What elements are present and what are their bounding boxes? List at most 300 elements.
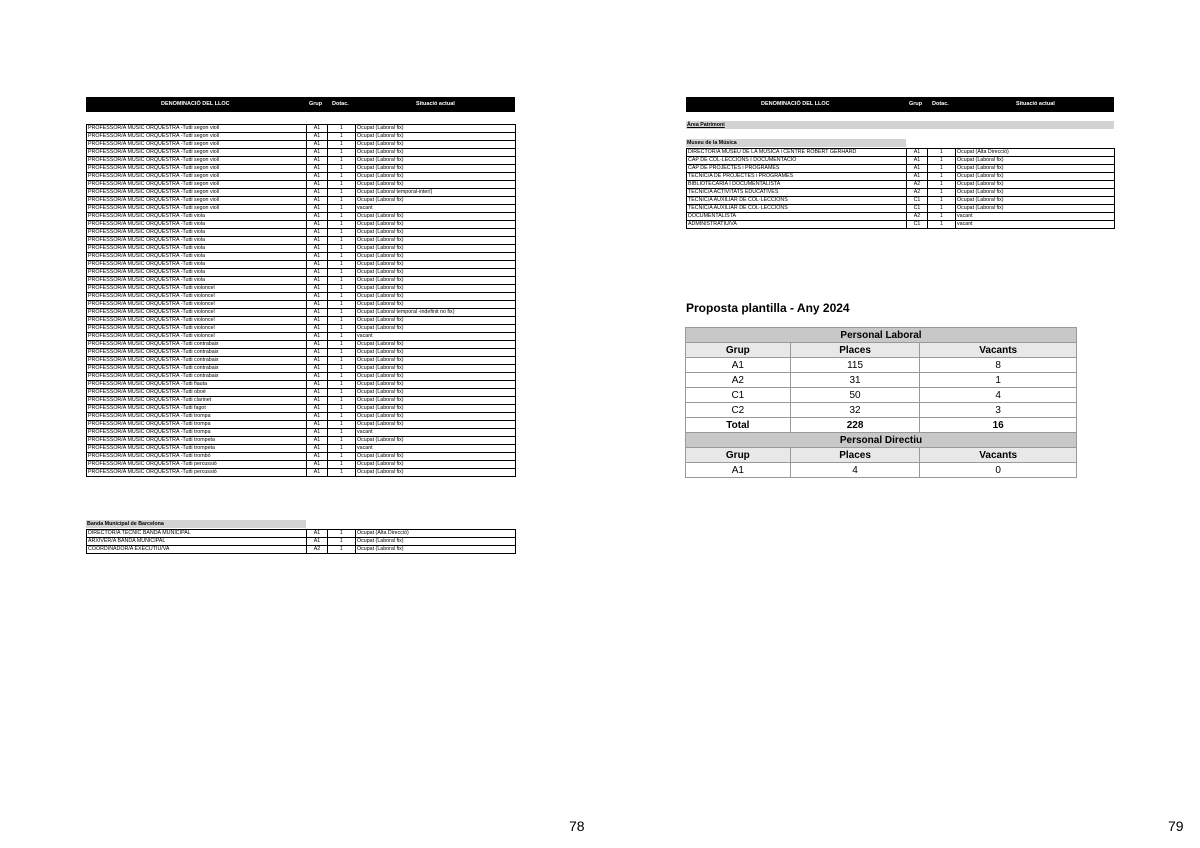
cell-situacio: Ocupat (Laboral fix) bbox=[356, 253, 516, 261]
cell-grup: A1 bbox=[307, 309, 328, 317]
cell-dotac: 1 bbox=[328, 349, 356, 357]
cell-grup: A1 bbox=[307, 213, 328, 221]
cell-situacio: Ocupat (Laboral fix) bbox=[356, 373, 516, 381]
cell-situacio: Ocupat (Laboral fix) bbox=[356, 133, 516, 141]
banda-section-title: Banda Municipal de Barcelona bbox=[86, 520, 306, 528]
cell-grup: A1 bbox=[307, 538, 328, 546]
table-row bbox=[87, 530, 516, 538]
cell-denominacio: PROFESSOR/A MÚSIC ORQUESTRA -Tutti viola bbox=[87, 237, 307, 245]
cell-grup: A2 bbox=[907, 189, 928, 197]
cell-dotac: 1 bbox=[328, 125, 356, 133]
cell-dotac: 1 bbox=[328, 141, 356, 149]
cell-denominacio: PROFESSOR/A MÚSIC ORQUESTRA -Tutti segon violí bbox=[87, 173, 307, 181]
cell-denominacio: PROFESSOR/A MÚSIC ORQUESTRA -Tutti viola bbox=[87, 229, 307, 237]
cell-situacio: Ocupat (Laboral fix) bbox=[356, 389, 516, 397]
cell-grup: A1 bbox=[307, 453, 328, 461]
cell-grup: A1 bbox=[307, 429, 328, 437]
cell-grup: A1 bbox=[307, 141, 328, 149]
summary-places: 32 bbox=[790, 403, 920, 418]
table-row bbox=[87, 141, 516, 149]
cell-situacio: Ocupat (Alta Direcció) bbox=[956, 149, 1115, 157]
cell-situacio: Ocupat (Laboral fix) bbox=[956, 173, 1115, 181]
cell-denominacio: PROFESSOR/A MÚSIC ORQUESTRA -Tutti viola bbox=[87, 245, 307, 253]
cell-grup: A1 bbox=[307, 285, 328, 293]
cell-denominacio: PROFESSOR/A MÚSIC ORQUESTRA -Tutti flauta bbox=[87, 381, 307, 389]
table-row bbox=[687, 205, 1115, 213]
summary-places: 4 bbox=[790, 463, 920, 478]
cell-grup: A1 bbox=[307, 389, 328, 397]
table-row bbox=[87, 341, 516, 349]
cell-denominacio: PROFESSOR/A MÚSIC ORQUESTRA -Tutti violoncel bbox=[87, 325, 307, 333]
table-row bbox=[87, 165, 516, 173]
cell-dotac: 1 bbox=[328, 405, 356, 413]
cell-dotac: 1 bbox=[328, 421, 356, 429]
cell-grup: A1 bbox=[907, 157, 928, 165]
cell-denominacio: PROFESSOR/A MÚSIC ORQUESTRA -Tutti violoncel bbox=[87, 293, 307, 301]
cell-grup: C1 bbox=[907, 221, 928, 229]
table-row bbox=[87, 357, 516, 365]
cell-denominacio: PROFESSOR/A MÚSIC ORQUESTRA -Tutti violoncel bbox=[87, 301, 307, 309]
table-row bbox=[87, 197, 516, 205]
table-row bbox=[87, 421, 516, 429]
cell-denominacio: PROFESSOR/A MÚSIC ORQUESTRA -Tutti viola bbox=[87, 213, 307, 221]
cell-dotac: 1 bbox=[328, 309, 356, 317]
header-grup: Grup bbox=[909, 101, 923, 107]
cell-dotac: 1 bbox=[928, 189, 956, 197]
cell-dotac: 1 bbox=[328, 229, 356, 237]
cell-situacio: Ocupat (Laboral fix) bbox=[356, 421, 516, 429]
cell-situacio: vacant bbox=[356, 205, 516, 213]
cell-dotac: 1 bbox=[328, 429, 356, 437]
cell-grup: A1 bbox=[307, 317, 328, 325]
cell-dotac: 1 bbox=[328, 197, 356, 205]
cell-grup: A1 bbox=[307, 445, 328, 453]
cell-denominacio: PROFESSOR/A MÚSIC ORQUESTRA -Tutti trompa bbox=[87, 413, 307, 421]
cell-denominacio: PROFESSOR/A MÚSIC ORQUESTRA -Tutti contrabaix bbox=[87, 357, 307, 365]
cell-grup: A1 bbox=[307, 341, 328, 349]
cell-situacio: Ocupat (Laboral fix) bbox=[356, 229, 516, 237]
orquestra-table bbox=[86, 124, 516, 477]
laboral-row bbox=[686, 388, 1077, 403]
banda-table bbox=[86, 529, 516, 554]
cell-grup: A1 bbox=[307, 181, 328, 189]
summary-places: 31 bbox=[790, 373, 920, 388]
cell-dotac: 1 bbox=[328, 157, 356, 165]
cell-situacio: Ocupat (Laboral temporal-interí) bbox=[356, 189, 516, 197]
table-row bbox=[87, 253, 516, 261]
cell-denominacio: PROFESSOR/A MÚSIC ORQUESTRA -Tutti segon violí bbox=[87, 141, 307, 149]
cell-situacio: Ocupat (Laboral fix) bbox=[356, 197, 516, 205]
cell-denominacio: PROFESSOR/A MÚSIC ORQUESTRA -Tutti segon violí bbox=[87, 189, 307, 197]
cell-denominacio: PROFESSOR/A MÚSIC ORQUESTRA -Tutti violoncel bbox=[87, 285, 307, 293]
cell-situacio: Ocupat (Laboral fix) bbox=[356, 125, 516, 133]
page-number-right: 79 bbox=[1168, 818, 1184, 834]
cell-grup: A1 bbox=[307, 381, 328, 389]
cell-situacio: Ocupat (Laboral fix) bbox=[356, 546, 516, 554]
cell-situacio: Ocupat (Laboral fix) bbox=[356, 317, 516, 325]
table-row bbox=[87, 381, 516, 389]
cell-dotac: 1 bbox=[328, 205, 356, 213]
cell-grup: A1 bbox=[307, 301, 328, 309]
cell-grup: A1 bbox=[307, 189, 328, 197]
cell-grup: A1 bbox=[307, 229, 328, 237]
laboral-band: Personal Laboral bbox=[686, 328, 1077, 343]
table-row bbox=[87, 229, 516, 237]
cell-situacio: Ocupat (Laboral fix) bbox=[356, 173, 516, 181]
summary-table bbox=[685, 327, 1077, 478]
cell-situacio: Ocupat (Laboral fix) bbox=[356, 261, 516, 269]
cell-denominacio: PROFESSOR/A MÚSIC ORQUESTRA -Tutti segon violí bbox=[87, 165, 307, 173]
table-row bbox=[87, 213, 516, 221]
table-row bbox=[87, 285, 516, 293]
cell-situacio: Ocupat (Laboral fix) bbox=[356, 301, 516, 309]
table-row bbox=[87, 389, 516, 397]
table-row bbox=[687, 221, 1115, 229]
table-row bbox=[87, 429, 516, 437]
cell-dotac: 1 bbox=[328, 293, 356, 301]
cell-grup: A1 bbox=[307, 469, 328, 477]
page-number-left: 78 bbox=[569, 818, 585, 834]
cell-grup: A1 bbox=[907, 165, 928, 173]
table-row bbox=[87, 317, 516, 325]
cell-grup: A1 bbox=[307, 197, 328, 205]
cell-dotac: 1 bbox=[928, 157, 956, 165]
proposal-title: Proposta plantilla - Any 2024 bbox=[686, 301, 850, 315]
cell-situacio: vacant bbox=[356, 429, 516, 437]
right-table-header bbox=[686, 97, 1114, 112]
table-row bbox=[87, 437, 516, 445]
cell-dotac: 1 bbox=[328, 341, 356, 349]
cell-dotac: 1 bbox=[928, 197, 956, 205]
cell-dotac: 1 bbox=[928, 173, 956, 181]
museu-table bbox=[686, 148, 1115, 229]
table-row bbox=[87, 173, 516, 181]
cell-denominacio: PROFESSOR/A MÚSIC ORQUESTRA -Tutti percussió bbox=[87, 469, 307, 477]
header-dotac: Dotac. bbox=[332, 101, 349, 107]
cell-situacio: Ocupat (Laboral fix) bbox=[356, 461, 516, 469]
cell-situacio: Ocupat (Laboral fix) bbox=[356, 269, 516, 277]
table-row bbox=[87, 221, 516, 229]
cell-dotac: 1 bbox=[328, 461, 356, 469]
col-places: Places bbox=[790, 343, 920, 358]
cell-grup: A1 bbox=[307, 365, 328, 373]
table-row bbox=[687, 165, 1115, 173]
table-row bbox=[87, 469, 516, 477]
table-row bbox=[87, 325, 516, 333]
table-row bbox=[87, 445, 516, 453]
cell-situacio: Ocupat (Laboral fix) bbox=[356, 245, 516, 253]
cell-grup: C1 bbox=[907, 197, 928, 205]
table-row bbox=[87, 413, 516, 421]
cell-situacio: Ocupat (Laboral fix) bbox=[356, 237, 516, 245]
cell-situacio: Ocupat (Laboral fix) bbox=[956, 181, 1115, 189]
header-denominacio: DENOMINACIÓ DEL LLOC bbox=[761, 101, 830, 107]
summary-vacants: 4 bbox=[920, 388, 1077, 403]
col-grup: Grup bbox=[686, 448, 791, 463]
cell-situacio: Ocupat (Laboral fix) bbox=[356, 181, 516, 189]
table-row bbox=[687, 197, 1115, 205]
total-vacants: 16 bbox=[920, 418, 1077, 433]
cell-dotac: 1 bbox=[328, 317, 356, 325]
cell-grup: A1 bbox=[307, 149, 328, 157]
laboral-row bbox=[686, 358, 1077, 373]
cell-grup: A1 bbox=[307, 349, 328, 357]
cell-denominacio: PROFESSOR/A MÚSIC ORQUESTRA -Tutti clarinet bbox=[87, 397, 307, 405]
table-row bbox=[87, 157, 516, 165]
cell-dotac: 1 bbox=[928, 213, 956, 221]
cell-situacio: Ocupat (Laboral fix) bbox=[356, 141, 516, 149]
cell-grup: A1 bbox=[307, 397, 328, 405]
cell-dotac: 1 bbox=[328, 546, 356, 554]
cell-situacio: Ocupat (Alta Direcció) bbox=[356, 530, 516, 538]
cell-dotac: 1 bbox=[928, 165, 956, 173]
cell-denominacio: PROFESSOR/A MÚSIC ORQUESTRA -Tutti viola bbox=[87, 269, 307, 277]
table-row bbox=[87, 546, 516, 554]
cell-grup: A1 bbox=[307, 293, 328, 301]
cell-situacio: Ocupat (Laboral fix) bbox=[356, 341, 516, 349]
table-row bbox=[87, 133, 516, 141]
cell-situacio: Ocupat (Laboral fix) bbox=[356, 221, 516, 229]
cell-denominacio: PROFESSOR/A MÚSIC ORQUESTRA -Tutti viola bbox=[87, 261, 307, 269]
cell-situacio: Ocupat (Laboral fix) bbox=[956, 205, 1115, 213]
cell-denominacio: DIRECTOR/A MUSEU DE LA MÚSICA i CENTRE ROBERT GERHARD bbox=[687, 149, 907, 157]
cell-grup: A2 bbox=[307, 546, 328, 554]
cell-situacio: Ocupat (Laboral fix) bbox=[356, 357, 516, 365]
cell-grup: A1 bbox=[307, 205, 328, 213]
header-denominacio: DENOMINACIÓ DEL LLOC bbox=[161, 101, 230, 107]
cell-denominacio: PROFESSOR/A MÚSIC ORQUESTRA -Tutti segon violí bbox=[87, 125, 307, 133]
summary-grup: C2 bbox=[686, 403, 791, 418]
cell-situacio: Ocupat (Laboral fix) bbox=[356, 277, 516, 285]
cell-dotac: 1 bbox=[328, 277, 356, 285]
cell-situacio: Ocupat (Laboral fix) bbox=[356, 285, 516, 293]
cell-dotac: 1 bbox=[328, 397, 356, 405]
table-row bbox=[87, 538, 516, 546]
museu-section-title: Museu de la Música bbox=[686, 139, 906, 147]
cell-denominacio: TÈCNIC/A ACTIVITATS EDUCATIVES bbox=[687, 189, 907, 197]
cell-dotac: 1 bbox=[328, 325, 356, 333]
cell-grup: A1 bbox=[307, 269, 328, 277]
cell-situacio: Ocupat (Laboral temporal -indefinit no fix) bbox=[356, 309, 516, 317]
cell-grup: A1 bbox=[307, 261, 328, 269]
cell-denominacio: DOCUMENTALISTA bbox=[687, 213, 907, 221]
cell-dotac: 1 bbox=[328, 373, 356, 381]
cell-grup: A1 bbox=[307, 133, 328, 141]
cell-denominacio: PROFESSOR/A MÚSIC ORQUESTRA -Tutti violoncel bbox=[87, 333, 307, 341]
col-grup: Grup bbox=[686, 343, 791, 358]
total-label: Total bbox=[686, 418, 791, 433]
cell-dotac: 1 bbox=[328, 301, 356, 309]
total-row bbox=[686, 418, 1077, 433]
cell-denominacio: PROFESSOR/A MÚSIC ORQUESTRA -Tutti contrabaix bbox=[87, 349, 307, 357]
cell-situacio: Ocupat (Laboral fix) bbox=[356, 413, 516, 421]
cell-situacio: vacant bbox=[956, 221, 1115, 229]
cell-dotac: 1 bbox=[328, 453, 356, 461]
cell-grup: A1 bbox=[307, 333, 328, 341]
cell-dotac: 1 bbox=[328, 221, 356, 229]
laboral-row bbox=[686, 403, 1077, 418]
cell-denominacio: PROFESSOR/A MÚSIC ORQUESTRA -Tutti viola bbox=[87, 253, 307, 261]
laboral-row bbox=[686, 373, 1077, 388]
summary-places: 115 bbox=[790, 358, 920, 373]
cell-denominacio: PROFESSOR/A MÚSIC ORQUESTRA -Tutti oboè bbox=[87, 389, 307, 397]
table-row bbox=[87, 309, 516, 317]
area-patrimoni-title: Àrea Patrimoni bbox=[686, 121, 1114, 129]
cell-denominacio: PROFESSOR/A MÚSIC ORQUESTRA -Tutti trompa bbox=[87, 421, 307, 429]
cell-dotac: 1 bbox=[328, 389, 356, 397]
cell-situacio: Ocupat (Laboral fix) bbox=[356, 157, 516, 165]
table-row bbox=[87, 261, 516, 269]
table-row bbox=[87, 181, 516, 189]
cell-dotac: 1 bbox=[328, 165, 356, 173]
cell-dotac: 1 bbox=[328, 469, 356, 477]
cell-situacio: Ocupat (Laboral fix) bbox=[356, 349, 516, 357]
cell-denominacio: PROFESSOR/A MÚSIC ORQUESTRA -Tutti trompeta bbox=[87, 445, 307, 453]
cell-denominacio: PROFESSOR/A MÚSIC ORQUESTRA -Tutti violoncel bbox=[87, 309, 307, 317]
cell-dotac: 1 bbox=[328, 149, 356, 157]
cell-situacio: Ocupat (Laboral fix) bbox=[356, 325, 516, 333]
table-row bbox=[87, 365, 516, 373]
cell-grup: A1 bbox=[907, 149, 928, 157]
cell-denominacio: ARXIVER/A BANDA MUNICIPAL bbox=[87, 538, 307, 546]
summary-grup: A1 bbox=[686, 358, 791, 373]
summary-grup: A1 bbox=[686, 463, 791, 478]
cell-situacio: Ocupat (Laboral fix) bbox=[356, 213, 516, 221]
table-row bbox=[87, 333, 516, 341]
cell-dotac: 1 bbox=[328, 237, 356, 245]
header-situacio: Situació actual bbox=[1016, 101, 1055, 107]
col-places: Places bbox=[790, 448, 920, 463]
cell-denominacio: CAP DE COL·LECCIONS I DOCUMENTACIÓ bbox=[687, 157, 907, 165]
cell-situacio: Ocupat (Laboral fix) bbox=[956, 157, 1115, 165]
header-situacio: Situació actual bbox=[416, 101, 455, 107]
cell-situacio: Ocupat (Laboral fix) bbox=[356, 381, 516, 389]
cell-situacio: Ocupat (Laboral fix) bbox=[356, 165, 516, 173]
total-places: 228 bbox=[790, 418, 920, 433]
cell-dotac: 1 bbox=[328, 530, 356, 538]
cell-grup: A2 bbox=[907, 213, 928, 221]
table-row bbox=[87, 397, 516, 405]
table-row bbox=[87, 349, 516, 357]
cell-dotac: 1 bbox=[328, 133, 356, 141]
cell-grup: A1 bbox=[307, 437, 328, 445]
cell-denominacio: PROFESSOR/A MÚSIC ORQUESTRA -Tutti trompeta bbox=[87, 437, 307, 445]
left-table-header bbox=[86, 97, 515, 112]
cell-denominacio: PROFESSOR/A MÚSIC ORQUESTRA -Tutti segon violí bbox=[87, 181, 307, 189]
cell-grup: A1 bbox=[307, 237, 328, 245]
cell-grup: A1 bbox=[307, 405, 328, 413]
summary-vacants: 1 bbox=[920, 373, 1077, 388]
cell-denominacio: BIBLIOTECÀRIA I DOCUMENTALISTA bbox=[687, 181, 907, 189]
table-row bbox=[87, 269, 516, 277]
table-row bbox=[87, 461, 516, 469]
cell-grup: A1 bbox=[307, 125, 328, 133]
cell-denominacio: PROFESSOR/A MÚSIC ORQUESTRA -Tutti percussió bbox=[87, 461, 307, 469]
cell-dotac: 1 bbox=[328, 381, 356, 389]
table-row bbox=[687, 213, 1115, 221]
cell-denominacio: PROFESSOR/A MÚSIC ORQUESTRA -Tutti contrabaix bbox=[87, 365, 307, 373]
summary-grup: C1 bbox=[686, 388, 791, 403]
cell-dotac: 1 bbox=[328, 253, 356, 261]
cell-grup: A1 bbox=[307, 165, 328, 173]
cell-grup: A1 bbox=[307, 357, 328, 365]
col-vacants: Vacants bbox=[920, 343, 1077, 358]
table-row bbox=[87, 205, 516, 213]
cell-dotac: 1 bbox=[928, 181, 956, 189]
cell-grup: A1 bbox=[307, 221, 328, 229]
cell-situacio: Ocupat (Laboral fix) bbox=[356, 149, 516, 157]
cell-denominacio: TÈCNIC/A AUXILIAR DE COL·LECCIONS bbox=[687, 205, 907, 213]
table-row bbox=[687, 173, 1115, 181]
cell-dotac: 1 bbox=[328, 181, 356, 189]
header-grup: Grup bbox=[309, 101, 323, 107]
cell-denominacio: PROFESSOR/A MÚSIC ORQUESTRA -Tutti segon violí bbox=[87, 205, 307, 213]
cell-grup: A1 bbox=[307, 530, 328, 538]
table-row bbox=[687, 149, 1115, 157]
cell-denominacio: PROFESSOR/A MÚSIC ORQUESTRA -Tutti fagot bbox=[87, 405, 307, 413]
summary-vacants: 8 bbox=[920, 358, 1077, 373]
cell-dotac: 1 bbox=[328, 333, 356, 341]
cell-dotac: 1 bbox=[328, 413, 356, 421]
table-row bbox=[687, 181, 1115, 189]
cell-situacio: Ocupat (Laboral fix) bbox=[356, 405, 516, 413]
cell-denominacio: COORDINADOR/A EXECUTIU/VA bbox=[87, 546, 307, 554]
col-vacants: Vacants bbox=[920, 448, 1077, 463]
table-row bbox=[687, 157, 1115, 165]
table-row bbox=[87, 453, 516, 461]
directiu-row bbox=[686, 463, 1077, 478]
table-row bbox=[87, 373, 516, 381]
table-row bbox=[87, 189, 516, 197]
cell-denominacio: PROFESSOR/A MÚSIC ORQUESTRA -Tutti viola bbox=[87, 221, 307, 229]
header-dotac: Dotac. bbox=[932, 101, 949, 107]
cell-denominacio: PROFESSOR/A MÚSIC ORQUESTRA -Tutti segon violí bbox=[87, 149, 307, 157]
cell-dotac: 1 bbox=[328, 357, 356, 365]
table-row bbox=[87, 237, 516, 245]
cell-grup: A1 bbox=[307, 461, 328, 469]
cell-denominacio: PROFESSOR/A MÚSIC ORQUESTRA -Tutti violoncel bbox=[87, 317, 307, 325]
table-row bbox=[87, 149, 516, 157]
cell-situacio: Ocupat (Laboral fix) bbox=[356, 437, 516, 445]
cell-dotac: 1 bbox=[328, 261, 356, 269]
cell-dotac: 1 bbox=[928, 205, 956, 213]
cell-denominacio: ADMINISTRATIU/VA bbox=[687, 221, 907, 229]
table-row bbox=[87, 301, 516, 309]
cell-dotac: 1 bbox=[328, 269, 356, 277]
cell-dotac: 1 bbox=[928, 221, 956, 229]
cell-dotac: 1 bbox=[928, 149, 956, 157]
cell-denominacio: PROFESSOR/A MÚSIC ORQUESTRA -Tutti segon violí bbox=[87, 197, 307, 205]
table-row bbox=[87, 277, 516, 285]
cell-grup: A1 bbox=[307, 245, 328, 253]
cell-grup: A1 bbox=[307, 421, 328, 429]
summary-vacants: 3 bbox=[920, 403, 1077, 418]
cell-dotac: 1 bbox=[328, 245, 356, 253]
summary-grup: A2 bbox=[686, 373, 791, 388]
summary-vacants: 0 bbox=[920, 463, 1077, 478]
cell-grup: A1 bbox=[307, 157, 328, 165]
cell-dotac: 1 bbox=[328, 445, 356, 453]
cell-situacio: Ocupat (Laboral fix) bbox=[356, 365, 516, 373]
cell-denominacio: PROFESSOR/A MÚSIC ORQUESTRA -Tutti viola bbox=[87, 277, 307, 285]
cell-dotac: 1 bbox=[328, 285, 356, 293]
table-row bbox=[687, 189, 1115, 197]
cell-situacio: Ocupat (Laboral fix) bbox=[956, 165, 1115, 173]
cell-grup: C1 bbox=[907, 205, 928, 213]
cell-situacio: Ocupat (Laboral fix) bbox=[356, 469, 516, 477]
cell-situacio: Ocupat (Laboral fix) bbox=[956, 197, 1115, 205]
cell-grup: A1 bbox=[307, 325, 328, 333]
